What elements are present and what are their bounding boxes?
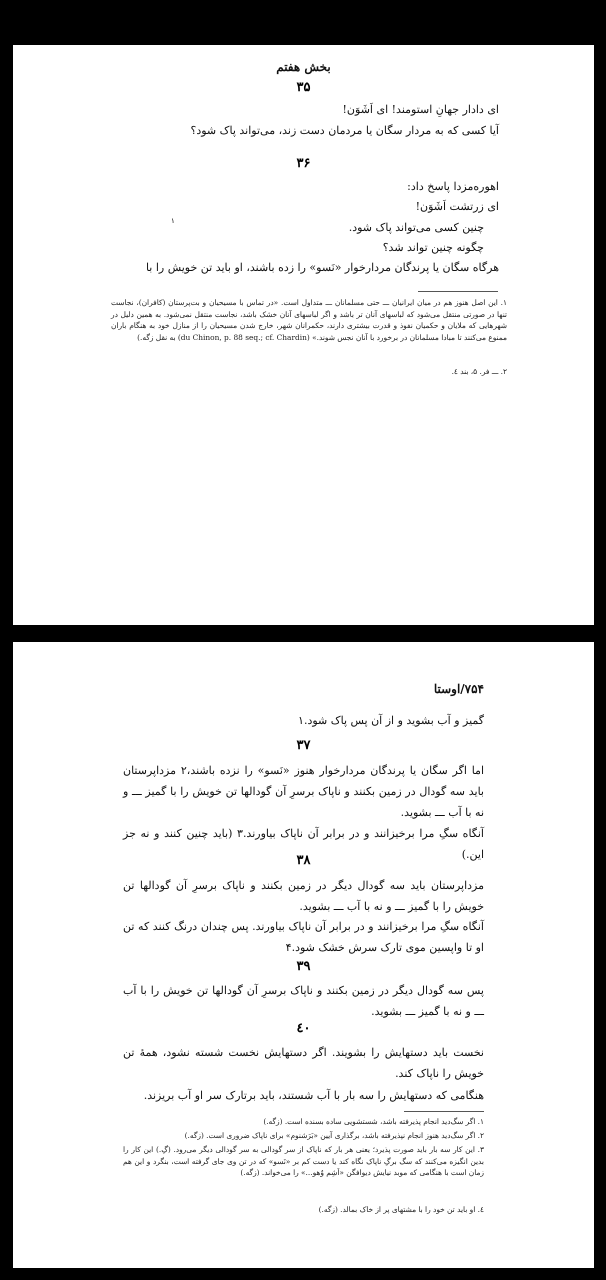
- document-page-2: [13, 642, 594, 1268]
- verse-line: اهوره‌مزدا پاسخ داد:: [407, 180, 499, 193]
- paragraph: مزداپرستان باید سه گودال دیگر در زمین بکنند و ناپاک برسرِ آن گودالها تن خویش را با گمیز ـــ و نه با آب ـــ بشوید.: [123, 879, 484, 913]
- section-number: ۳۸: [296, 853, 311, 868]
- footnote: ٤. او باید تن خود را با مشتهای پر از خاک بمالد. (زگه.): [318, 1205, 484, 1214]
- footnote-divider: [404, 1111, 484, 1112]
- footnote: ۲. ـــ فر. ۵، بند ٤.: [451, 367, 507, 376]
- paragraph: هنگامی که دستهایش را سه بار با آب شستند، باید برتارک سر او آب بریزند.: [143, 1089, 484, 1102]
- section-number: ۳۶: [296, 156, 311, 171]
- verse-line: هرگاه سگان یا پرندگان مردارخوار «نَسو» را زده باشند، او باید تن خویش را با: [145, 261, 499, 274]
- verse-line: ای زرتشت اَشَوَن!: [415, 200, 499, 213]
- intro-line: گمیز و آب بشوید و از آن پس پاک شود.۱: [298, 714, 484, 727]
- verse-line: ای دادار جهانِ استومند! ای اَشَوَن!: [342, 103, 499, 116]
- section-number: ۳۵: [296, 80, 311, 95]
- document-page-1: [13, 45, 594, 625]
- verse-line: چگونه چنین تواند شد؟: [382, 241, 484, 254]
- footnote: ۱. اگر سگ‌دید انجام پذیرفته باشد، شستشویی ساده بسنده است. (زگه.): [263, 1117, 484, 1126]
- section-number: ٤۰: [296, 1021, 311, 1036]
- footnote: ۲. اگر سگ‌دید هنوز انجام نپذیرفته باشد، برگذاری آیین «بَرَشنوم» برای ناپاک ضروری است. (زگه.): [184, 1131, 484, 1140]
- footnote-marker: ۱: [171, 217, 175, 225]
- footnote: ۳. این کار سه بار باید صورت پذیرد؛ یعنی هر بار که ناپاک از سر گودالی به سر گودالی دیگر می‌رود. (گِ.) این کار را بدین انگیزه می‌کنند که سگ برگِ ناپاک نگاه کند یا دست کم بر «نَسو» که در تن وی جای گرفته است، بنگرد و این هم زمان است با هنگامی که موبد نیایش دیوافگن «اَشِم وُهو...» را می‌خواند. (زگه.): [123, 1145, 484, 1178]
- paragraph: اما اگر سگان یا پرندگان مردارخوار هنوز «نَسو» را نزده باشند،۲ مزداپرستان باید سه گودال در زمین بکنند و ناپاک برسرِ آن گودالها تن خویش را با گمیز ـــ و نه با آب ـــ بشوید.: [123, 764, 485, 819]
- footnote-divider: [418, 291, 498, 292]
- section-number: ۳۷: [296, 738, 311, 753]
- verse-line: چنین کسی می‌تواند پاک شود.: [348, 221, 484, 234]
- paragraph: آنگاه سگِ مرا برخیزانند و در برابر آن ناپاک بیاورند.۳ (باید چنین کنند و نه جز این.): [123, 827, 484, 861]
- page-header: ۷۵۴/اوستا: [433, 682, 484, 696]
- chapter-header: بخش هفتم: [276, 60, 331, 74]
- section-number: ۳۹: [296, 959, 311, 974]
- paragraph: نخست باید دستهایش را بشویند. اگر دستهایش نخست شسته نشود، همهٔ تن خویش را ناپاک کند.: [123, 1046, 484, 1080]
- paragraph: پس سه گودال دیگر در زمین بکنند و ناپاک برسرِ آن گودالها تن خویش را با آب ـــ و نه با گمیز ـــ بشوید.: [123, 984, 484, 1018]
- paragraph: آنگاه سگِ مرا برخیزانند و در برابر آن ناپاک بیاورند. پس چندان درنگ کنند که تن او تا واپسین موی تارک سرش خشک شود.۴: [123, 920, 484, 954]
- footnote: ۱. این اصل هنوز هم در میان ایرانیان ـــ حتی مسلمانان ـــ متداول است. «در تماس با مسیحیان و بت‌پرستان (کافران)، نجاست تنها در صورتی منتقل می‌شود که لباسهای آنان تر باشد و اگر لباسهای آنان خشک باشد، نجاست منتقل نمی‌شود. به همین دلیل در شهرهایی که ملایان و حکمیان نفوذ و قدرت بیشتری دارند، حکمرانان شهر، خارج شدن مسیحیان را از منازل خود به هنگام باران ممنوع می‌کنند تا مبادا مسلمانان در برخورد با آنان نجس شوند.» (du Chinon, p. 88 seq.; cf. Chardin) به نقل زگه.): [111, 298, 507, 342]
- verse-line: آیا کسی که به مردار سگان یا مردمان دست زند، می‌تواند پاک شود؟: [190, 124, 499, 137]
